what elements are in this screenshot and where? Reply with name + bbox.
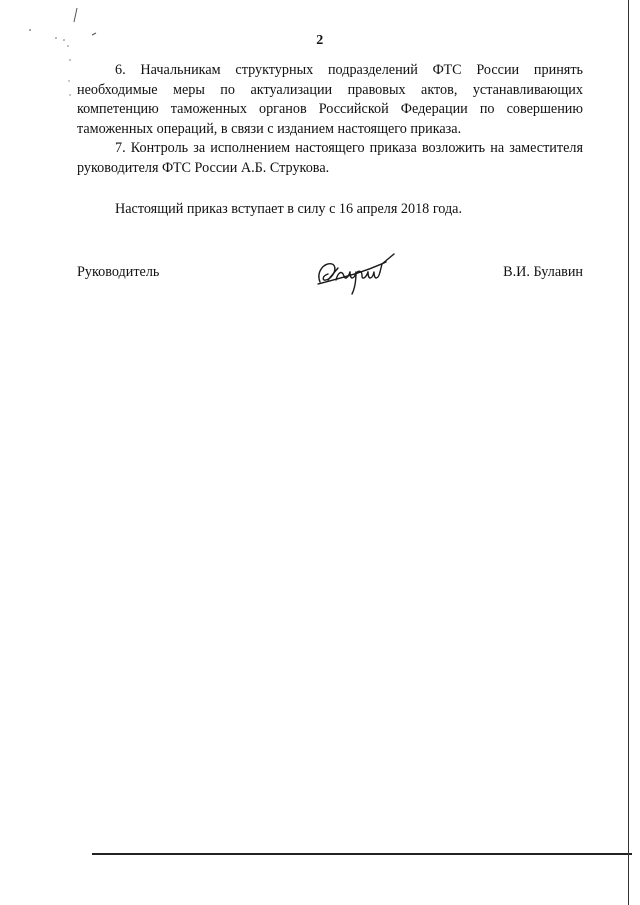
effective-date-paragraph: Настоящий приказ вступает в силу с 16 апреля 2018 года.: [115, 200, 463, 217]
scan-edge-line: [627, 0, 630, 905]
paragraph-7: 7. Контроль за исполнением настоящего приказа возложить на заместителя руководителя ФТС России А.Б. Струкова.: [77, 140, 583, 176]
signer-name: В.И. Булавин: [503, 264, 583, 280]
signer-title: Руководитель: [77, 264, 160, 280]
paragraph-spacer: [77, 179, 583, 200]
order-body: [77, 61, 583, 219]
handwritten-signature: [310, 250, 400, 296]
paragraph-6: 6. Начальникам структурных подразделений ФТС России принять необходимые меры по актуализации правовых актов, устанавливающих компетенцию таможенных органов Российской Федерации по совершению таможенных операций, в связи с изданием настоящего приказа.: [77, 62, 583, 137]
signature-block: [77, 258, 583, 298]
page-number: 2: [316, 33, 324, 48]
footer-rule: [92, 853, 632, 855]
